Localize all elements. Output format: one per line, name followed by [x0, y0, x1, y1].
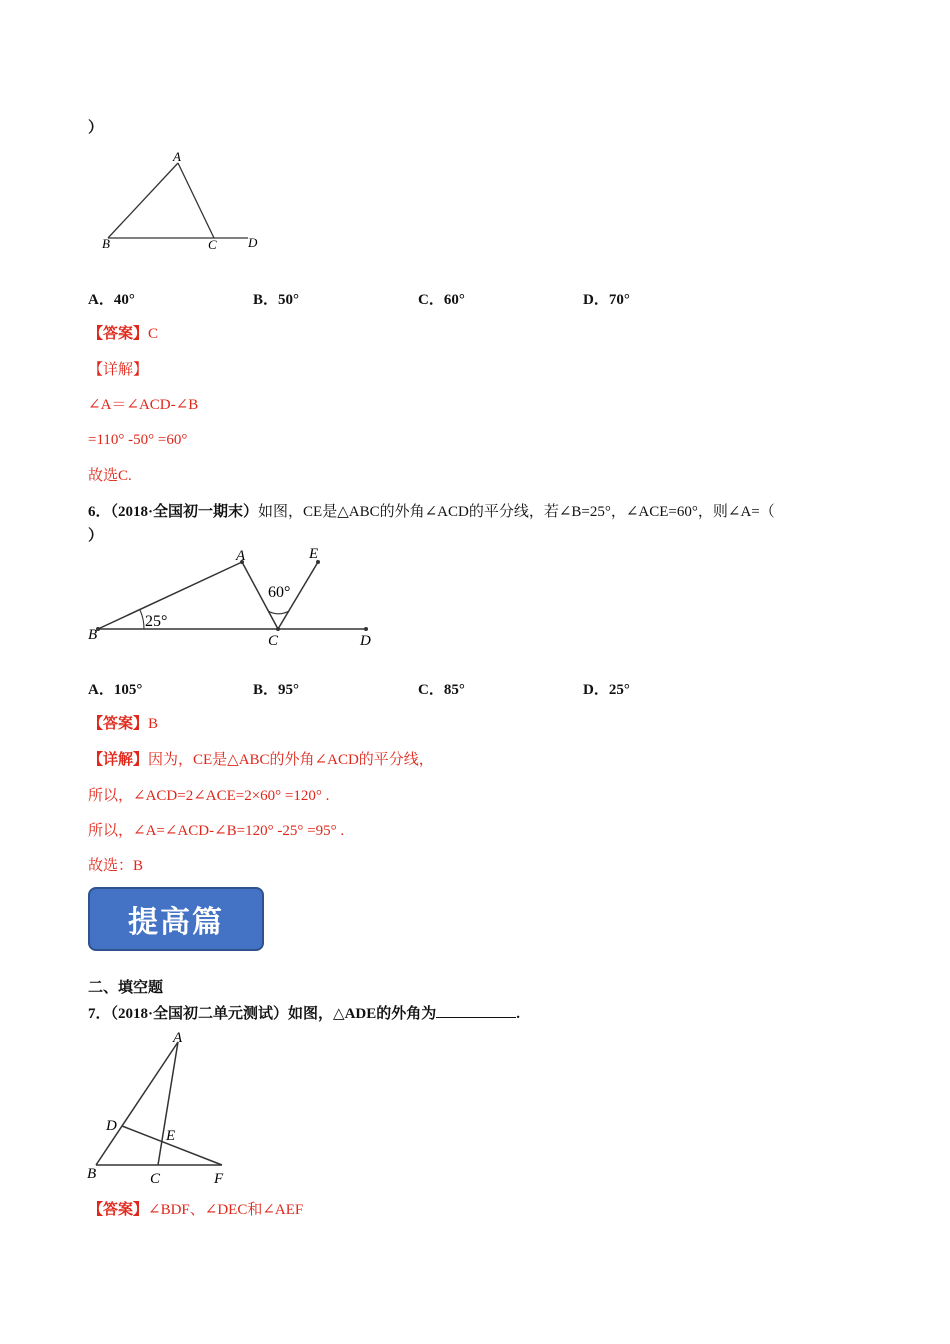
q5-option-a: A．40° — [88, 292, 135, 308]
advanced-section-banner: 提高篇 — [88, 887, 264, 951]
q5-segment-ac — [178, 163, 214, 238]
q7-label-b: B — [87, 1166, 97, 1182]
q7-source: （2018·全国初二单元测试） — [110, 1006, 289, 1022]
q6-detail-line-3: 故选：B — [88, 858, 144, 874]
q6-label-e: E — [309, 546, 319, 562]
q7-answer-value: ∠BDF、∠DEC和∠AEF — [148, 1202, 304, 1218]
q6-label-b: B — [88, 627, 98, 643]
q6-question — [88, 502, 775, 522]
q7-number: 7． — [88, 1006, 111, 1022]
q7-label-a: A — [173, 1030, 183, 1046]
q6-option-d: D．25° — [583, 682, 630, 698]
q7-segment-ba — [96, 1042, 178, 1165]
q6-source: （2018·全国初一期末） — [110, 504, 259, 520]
q7-end: . — [516, 1006, 520, 1022]
q6-label-a: A — [236, 548, 246, 564]
q6-angle-label-25: 25° — [145, 613, 168, 630]
section-title: 二、填空题 — [88, 980, 164, 996]
q6-option-c: C．85° — [418, 682, 465, 698]
q5-option-c: C．60° — [418, 292, 465, 308]
q6-angle-label-60: 60° — [268, 584, 291, 601]
q7-label-e: E — [166, 1128, 176, 1144]
q6-number: 6． — [88, 504, 111, 520]
q6-detail-line-2: 所以，∠A=∠ACD-∠B=120° -25° =95° . — [88, 823, 345, 839]
q6-answer-tag: 【答案】 — [88, 716, 149, 732]
q7-answer — [88, 1200, 303, 1220]
q6-option-a: A．105° — [88, 682, 143, 698]
q6-answer — [88, 714, 158, 734]
q6-angle-arc-c — [268, 611, 289, 614]
q5-detail-line-2: =110° -50° =60° — [88, 432, 188, 448]
q7-question-text: 如图，△ADE的外角为 — [288, 1006, 437, 1022]
q6-detail-tag: 【详解】 — [88, 752, 149, 768]
q6-point-c — [276, 627, 280, 631]
q6-bracket-close: ） — [88, 528, 104, 544]
q6-detail — [88, 750, 434, 770]
q5-option-b: B．50° — [253, 292, 300, 308]
q6-segment-ba — [98, 562, 242, 629]
q7-label-f: F — [214, 1171, 224, 1187]
q7-answer-tag: 【答案】 — [88, 1202, 149, 1218]
q5-answer-tag: 【答案】 — [88, 326, 149, 342]
q5-detail-line-1: ∠A＝∠ACD-∠B — [88, 397, 199, 413]
q7-label-d: D — [106, 1118, 117, 1134]
q7-triangle-figure — [84, 1028, 244, 1190]
q7-label-c: C — [150, 1171, 161, 1187]
q5-bracket-close: ） — [88, 120, 104, 136]
q7-answer-blank — [436, 1003, 516, 1018]
q5-option-d: D．70° — [583, 292, 630, 308]
q5-label-c: C — [208, 237, 217, 252]
q7-question — [88, 1003, 520, 1024]
q5-label-d: D — [248, 235, 258, 250]
q6-label-c: C — [268, 633, 279, 649]
q6-question-text: 如图，CE是△ABC的外角∠ACD的平分线，若∠B=25°，∠ACE=60°，则∠A=（ — [258, 504, 775, 520]
q6-label-d: D — [360, 633, 371, 649]
q5-label-a: A — [173, 149, 181, 164]
q6-answer-value: B — [148, 716, 159, 732]
q5-label-b: B — [102, 236, 110, 251]
q5-detail-line-3: 故选C. — [88, 468, 132, 484]
q5-triangle-figure — [96, 148, 276, 258]
q6-detail-first: 因为，CE是△ABC的外角∠ACD的平分线， — [148, 752, 434, 768]
q6-point-d — [364, 627, 368, 631]
q6-detail-line-1: 所以，∠ACD=2∠ACE=2×60° =120° . — [88, 788, 330, 804]
q5-answer-value: C — [148, 326, 159, 342]
q5-detail-tag: 【详解】 — [88, 362, 149, 378]
q6-triangle-figure — [84, 540, 384, 652]
q6-angle-arc-b — [140, 610, 144, 629]
q6-option-b: B．95° — [253, 682, 300, 698]
q5-answer — [88, 324, 158, 344]
q5-segment-ba — [108, 163, 178, 238]
